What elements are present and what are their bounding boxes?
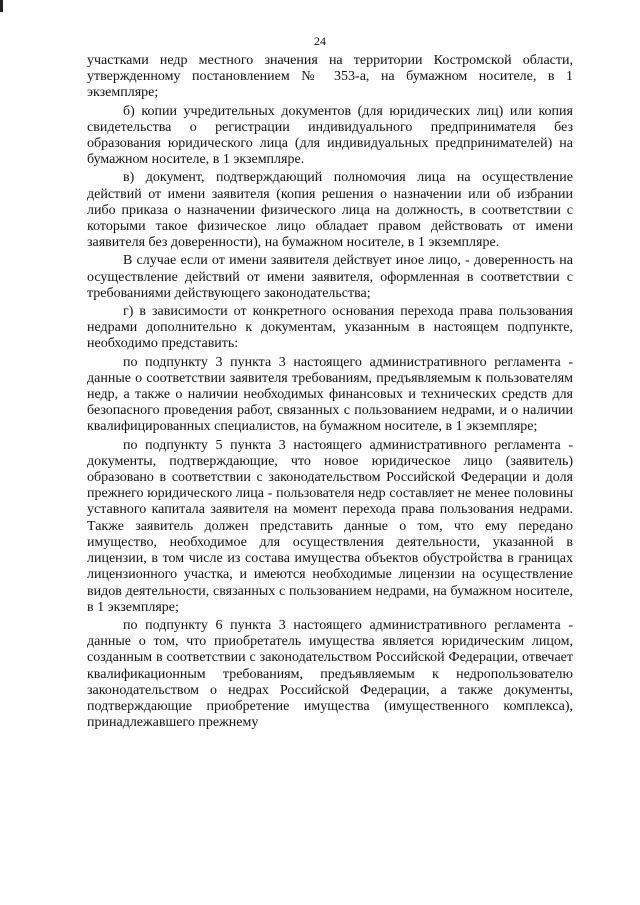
- paragraph-item-b: б) копии учредительных документов (для юридических лиц) или копия свидетельства о регистрации индивидуального предпринимателя без образования юридического лица (для индивидуальных предпринимателей) на бумажном носителе, в 1 экземпляре.: [87, 103, 573, 168]
- paragraph-subpoint-6: по подпункту 6 пункта 3 настоящего административного регламента - данные о том, что приобретатель имущества является юридическим лицом, созданным в соответствии с законодательством Российской Федерации, отвечает квалификационным требованиям, предъявляемым к недропользователю законодательством о недрах Российской Федерации, а также документы, подтверждающие приобретение имущества (имущественного комплекса), принадлежавшего прежнему: [87, 617, 573, 731]
- paragraph-item-v: в) документ, подтверждающий полномочия лица на осуществление действий от имени заявителя (копия решения о назначении или об избрании либо приказа о назначении физического лица на должность, в соответствии с которыми такое физическое лицо обладает правом действовать от имени заявителя без доверенности), на бумажном носителе, в 1 экземпляре.: [87, 170, 573, 251]
- scan-corner-mark: [0, 0, 3, 12]
- paragraph-subpoint-5: по подпункту 5 пункта 3 настоящего административного регламента - документы, подтверждающие, что новое юридическое лицо (заявитель) образовано в соответствии с законодательством Российской Федерации и доля прежнего юридического лица - пользователя недр составляет не менее половины уставного капитала заявителя на момент перехода права пользования недрами. Также заявитель должен представить данные о том, что ему передано имущество, необходимое для осуществления деятельности, указанной в лицензии, в том числе из состава имущества объектов обустройства в границах лицензионного участка, и имеются необходимые лицензии на осуществление видов деятельности, связанных с пользованием недрами, на бумажном носителе, в 1 экземпляре;: [87, 437, 573, 615]
- paragraph-item-g: г) в зависимости от конкретного основания перехода права пользования недрами дополнительно к документам, указанным в настоящем подпункте, необходимо представить:: [87, 304, 573, 352]
- page-number: 24: [314, 34, 326, 48]
- document-body: [87, 53, 573, 731]
- paragraph-continuation: участками недр местного значения на территории Костромской области, утвержденному постановлением № 353-а, на бумажном носителе, в 1 экземпляре;: [87, 53, 573, 101]
- paragraph-proxy: В случае если от имени заявителя действует иное лицо, - доверенность на осуществление действий от имени заявителя, оформленная в соответствии с требованиями действующего законодательства;: [87, 253, 573, 301]
- paragraph-subpoint-3: по подпункту 3 пункта 3 настоящего административного регламента - данные о соответствии заявителя требованиям, предъявляемым к пользователям недр, а также о наличии необходимых финансовых и технических средств для безопасного проведения работ, связанных с пользованием недрами, и о наличии квалифицированных специалистов, на бумажном носителе, в 1 экземпляре;: [87, 354, 573, 435]
